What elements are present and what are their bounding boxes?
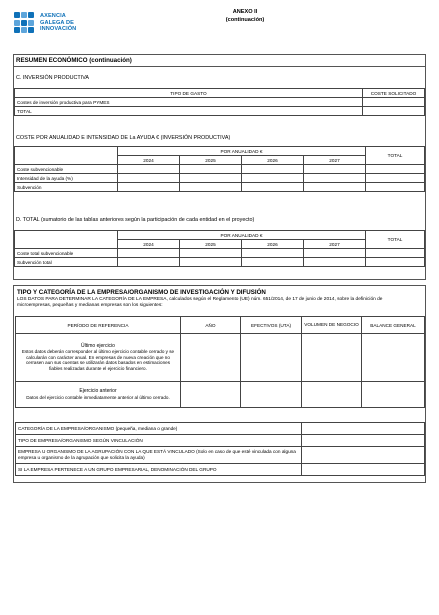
row-label: Subvención — [15, 183, 118, 192]
coste-anualidad-title: COSTE POR ANUALIDAD E INTENSIDAD DE La AYUDA € (INVERSIÓN PRODUCTIVA) — [16, 135, 231, 141]
value-cell[interactable] — [180, 174, 242, 183]
row-label: EMPRESA U ORGANISMO DE LA AGRUPACIÓN CON LA QUE ESTÁ VINCULADO (Solo en caso de que esté vinculada con alguna empresa u organismo de la agrupación que solicita la ayuda) — [16, 447, 302, 464]
blank-cell — [15, 156, 118, 165]
logo-line: INNOVACIÓN — [40, 26, 77, 33]
anualidad-table — [14, 146, 425, 192]
col-ano: AÑO — [181, 317, 241, 334]
agency-logo — [14, 12, 76, 34]
value-cell[interactable] — [366, 258, 425, 267]
resumen-title: RESUMEN ECONÓMICO (continuación) — [16, 57, 132, 64]
value-cell[interactable] — [304, 183, 366, 192]
row-label: Intensidad de la ayuda (%) — [15, 174, 118, 183]
year-header: 2027 — [304, 156, 366, 165]
value-cell[interactable] — [241, 334, 302, 382]
total-input[interactable] — [363, 107, 425, 116]
value-cell[interactable] — [304, 258, 366, 267]
value-cell[interactable] — [118, 165, 180, 174]
value-cell[interactable] — [302, 464, 425, 476]
col-periodo: PERÍODO DE REFERENCIA — [16, 317, 181, 334]
annex-subtitle: (continuación) — [225, 17, 265, 23]
row-label: Costes de inversión productiva para PYMES — [15, 98, 363, 107]
value-cell[interactable] — [304, 249, 366, 258]
blank-cell — [15, 147, 118, 156]
row-label: SI LA EMPRESA PERTENECE A UN GRUPO EMPRESARIAL, DENOMINACIÓN DEL GRUPO — [16, 464, 302, 476]
value-cell[interactable] — [180, 258, 242, 267]
periodo-table — [15, 316, 425, 408]
row-label: CATEGORÍA DE LA EMPRESA/ORGANISMO (pequeña, mediana o grande) — [16, 423, 302, 435]
divider — [13, 66, 426, 67]
value-cell[interactable] — [362, 382, 425, 408]
row-label: Coste subvencionable — [15, 165, 118, 174]
value-cell[interactable] — [304, 174, 366, 183]
col-tipo-gasto: TIPO DE GASTO — [15, 89, 363, 98]
year-header: 2026 — [242, 240, 304, 249]
value-cell[interactable] — [118, 249, 180, 258]
tipo-title: TIPO Y CATEGORÍA DE LA EMPRESA/ORGANISMO DE INVESTIGACIÓN Y DIFUSIÓN — [17, 289, 266, 296]
total-header: TOTAL — [366, 231, 425, 249]
value-cell[interactable] — [366, 165, 425, 174]
col-balance: BALANCE GENERAL — [362, 317, 425, 334]
year-header: 2025 — [180, 156, 242, 165]
ejercicio-anterior-text: Datos del ejercicio contable inmediatamente anterior al último cerrado. — [26, 394, 170, 400]
ultimo-ejercicio-cell — [16, 334, 181, 382]
ultimo-ejercicio-title: Último ejercicio — [81, 342, 115, 349]
row-label: Subvención total — [15, 258, 118, 267]
col-volumen: VOLUMEN DE NEGOCIO — [302, 317, 362, 334]
value-cell[interactable] — [242, 258, 304, 267]
year-header: 2024 — [118, 156, 180, 165]
value-cell[interactable] — [181, 382, 241, 408]
blank-cell — [15, 231, 118, 240]
logo-line: GALEGA DE — [40, 19, 74, 26]
annex-header — [195, 8, 295, 24]
year-header: 2025 — [180, 240, 242, 249]
value-cell[interactable] — [302, 382, 362, 408]
year-header: 2026 — [242, 156, 304, 165]
coste-input[interactable] — [363, 98, 425, 107]
value-cell[interactable] — [242, 183, 304, 192]
total-header: TOTAL — [366, 147, 425, 165]
value-cell[interactable] — [302, 334, 362, 382]
ultimo-ejercicio-text: Estos datos deberán corresponder al último ejercicio contable cerrado y se calcularán con carácter anual. En empresas de nueva creación que no cerrasen aun sus cuentas se utilizarán datos basados en estimaciones fiables realizadas durante el ejercicio financiero. — [21, 349, 175, 371]
por-anualidad-header: POR ANUALIDAD € — [118, 147, 366, 156]
value-cell[interactable] — [180, 165, 242, 174]
row-label: Coste total subvencionable — [15, 249, 118, 258]
value-cell[interactable] — [242, 165, 304, 174]
value-cell[interactable] — [362, 334, 425, 382]
value-cell[interactable] — [302, 447, 425, 464]
ejercicio-anterior-cell — [16, 382, 181, 408]
value-cell[interactable] — [304, 165, 366, 174]
blank-cell — [15, 240, 118, 249]
value-cell[interactable] — [241, 382, 302, 408]
logo-line: AXENCIA — [40, 13, 66, 20]
row-label: TIPO DE EMPRESA/ORGANISMO SEGÚN VINCULACIÓN — [16, 435, 302, 447]
value-cell[interactable] — [302, 435, 425, 447]
value-cell[interactable] — [366, 183, 425, 192]
total-table — [14, 230, 425, 267]
col-efectivos: EFECTIVOS (UTA) — [241, 317, 302, 334]
section-d-title: D. TOTAL (sumatorio de las tablas anteriores según la participación de cada entidad en el proyecto) — [16, 217, 255, 223]
logo-mark-icon — [14, 12, 36, 34]
value-cell[interactable] — [118, 183, 180, 192]
value-cell[interactable] — [181, 334, 241, 382]
row-label-total: TOTAL — [15, 107, 363, 116]
value-cell[interactable] — [118, 174, 180, 183]
ejercicio-anterior-title: Ejercicio anterior — [79, 388, 117, 394]
section-c-title: C. INVERSIÓN PRODUCTIVA — [16, 75, 89, 81]
value-cell[interactable] — [366, 174, 425, 183]
annex-title: ANEXO II — [232, 9, 258, 15]
logo-text — [40, 13, 76, 32]
col-coste-solicitado: COSTE SOLICITADO — [363, 89, 425, 98]
por-anualidad-header: POR ANUALIDAD € — [118, 231, 366, 240]
value-cell[interactable] — [180, 183, 242, 192]
year-header: 2027 — [304, 240, 366, 249]
value-cell[interactable] — [366, 249, 425, 258]
value-cell[interactable] — [242, 249, 304, 258]
tipo-intro: LOS DATOS PARA DETERMINAR LA CATEGORÍA DE LA EMPRESA, calculados según el Reglamento (UE) núm. 651/2014, de 17 de junio de 2014, sobre la definición de microempresas, pequeñas y medianas empresas son los siguientes: — [17, 297, 383, 308]
value-cell[interactable] — [180, 249, 242, 258]
value-cell[interactable] — [242, 174, 304, 183]
categoria-table — [15, 422, 425, 476]
year-header: 2024 — [118, 240, 180, 249]
value-cell[interactable] — [118, 258, 180, 267]
value-cell[interactable] — [302, 423, 425, 435]
inversion-table — [14, 88, 425, 116]
